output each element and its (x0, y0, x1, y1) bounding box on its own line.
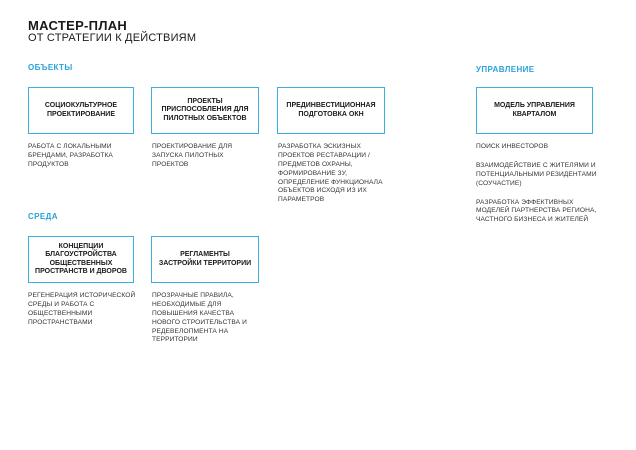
box-quarter-management-model (476, 87, 593, 134)
section-environment-heading: СРЕДА (28, 212, 58, 221)
desc-item-investors: ПОИСК ИНВЕСТОРОВ (476, 143, 549, 150)
box-sociocultural-design (28, 87, 134, 134)
box-label: КОНЦЕПЦИИ БЛАГОУСТРОЙСТВА ОБЩЕСТВЕННЫХ ПРОСТРАНСТВ И ДВОРОВ (35, 242, 127, 275)
box-development-regulations (151, 236, 259, 283)
desc-item-residents: ВЗАИМОДЕЙСТВИЕ С ЖИТЕЛЯМИ И ПОТЕНЦИАЛЬНЫМИ РЕЗИДЕНТАМИ (СОУЧАСТИЕ) (476, 161, 597, 187)
box-label: ПРОЕКТЫ ПРИСПОСОБЛЕНИЯ ДЛЯ ПИЛОТНЫХ ОБЪЕКТОВ (161, 97, 249, 122)
box-landscaping-concepts (28, 236, 134, 283)
desc-quarter-management-model (476, 143, 601, 235)
box-preinvestment-okn (277, 87, 385, 134)
section-objects-heading: ОБЪЕКТЫ (28, 63, 73, 72)
box-label: РЕГЛАМЕНТЫ ЗАСТРОЙКИ ТЕРРИТОРИИ (158, 251, 252, 267)
desc-item-partnership: РАЗРАБОТКА ЭФФЕКТИВНЫХ МОДЕЛЕЙ ПАРТНЕРСТВА РЕГИОНА, ЧАСТНОГО БИЗНЕСА И ЖИТЕЛЕЙ (476, 198, 597, 224)
page-title: МАСТЕР-ПЛАН (28, 18, 128, 33)
desc-preinvestment-okn: РАЗРАБОТКА ЭСКИЗНЫХ ПРОЕКТОВ РЕСТАВРАЦИИ / ПРЕДМЕТОВ ОХРАНЫ, ФОРМИРОВАНИЕ ЗУ, ОПРЕДЕЛЕНИЕ ФУНКЦИОНАЛА ОБЪЕКТОВ ИСХОДЯ ИЗ ИХ ПАРАМЕТРОВ (278, 143, 383, 204)
box-adaptation-projects (151, 87, 259, 134)
desc-sociocultural-design: РАБОТА С ЛОКАЛЬНЫМИ БРЕНДАМИ, РАЗРАБОТКА ПРОДУКТОВ (28, 143, 113, 168)
box-label: МОДЕЛЬ УПРАВЛЕНИЯ КВАРТАЛОМ (494, 102, 575, 118)
desc-landscaping-concepts: РЕГЕНЕРАЦИЯ ИСТОРИЧЕСКОЙ СРЕДЫ И РАБОТА С ОБЩЕСТВЕННЫМИ ПРОСТРАНСТВАМИ (28, 292, 136, 326)
page-subtitle: ОТ СТРАТЕГИИ К ДЕЙСТВИЯМ (28, 32, 197, 44)
box-label: СОЦИОКУЛЬТУРНОЕ ПРОЕКТИРОВАНИЕ (44, 102, 118, 118)
section-management-heading: УПРАВЛЕНИЕ (476, 65, 535, 74)
box-label: ПРЕДИНВЕСТИЦИОННАЯ ПОДГОТОВКА ОКН (286, 102, 376, 118)
desc-adaptation-projects: ПРОЕКТИРОВАНИЕ ДЛЯ ЗАПУСКА ПИЛОТНЫХ ПРОЕКТОВ (152, 143, 233, 168)
desc-development-regulations: ПРОЗРАЧНЫЕ ПРАВИЛА, НЕОБХОДИМЫЕ ДЛЯ ПОВЫШЕНИЯ КАЧЕСТВА НОВОГО СТРОИТЕЛЬСТВА И РЕДЕВЕЛОПМЕНТА НА ТЕРРИТОРИИ (152, 292, 247, 344)
